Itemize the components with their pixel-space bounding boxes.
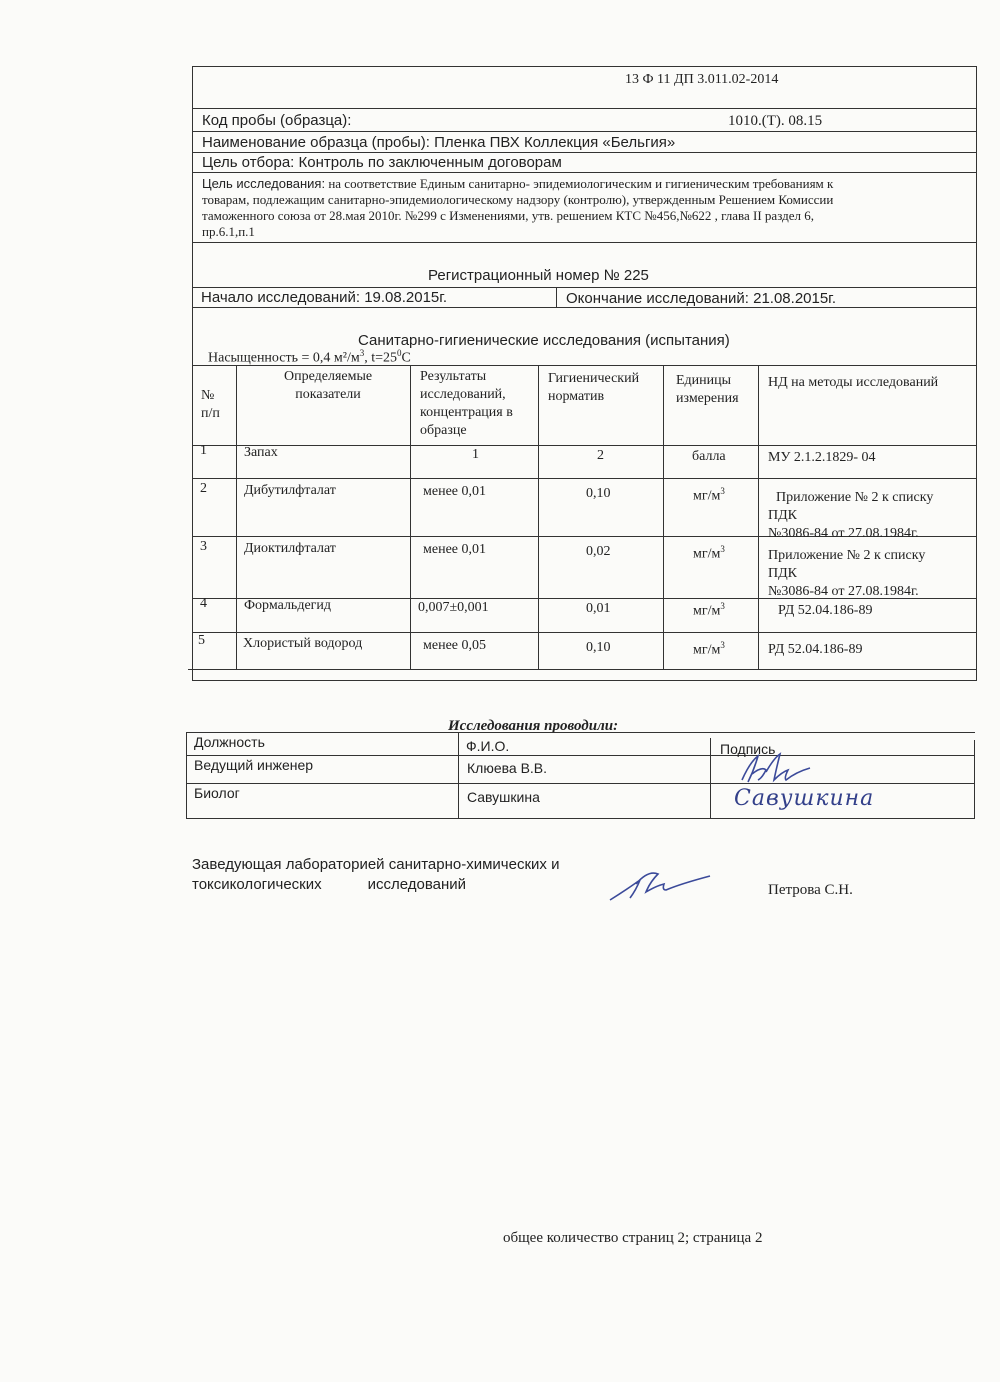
row-norm: 0,10 (586, 640, 611, 655)
start-date: Начало исследований: 19.08.2015г. (201, 289, 448, 306)
end-date: Окончание исследований: 21.08.2015г. (566, 290, 836, 307)
row-num: 4 (200, 596, 207, 611)
signature-2: Савушкина (734, 786, 875, 811)
head-signature (606, 868, 716, 904)
research-goal-line: пр.6.1,п.1 (202, 224, 255, 239)
row-result: менее 0,01 (423, 484, 486, 499)
head-title-line2: токсикологических исследований (192, 876, 467, 893)
row-num: 5 (198, 633, 205, 648)
researcher-position: Ведущий инженер (194, 757, 314, 773)
head-title-line1: Заведующая лабораторией санитарно-химических и (192, 856, 560, 873)
col-header-num: № п/п (201, 388, 220, 421)
row-nd: Приложение № 2 к списку ПДК №3086-84 от 27.08.1984г. (768, 490, 934, 541)
research-goal-line: товарам, подлежащим санитарно-эпидемиологическому надзору (контролю), утвержденным Решением Комиссии (202, 192, 834, 207)
row-unit: балла (692, 449, 726, 464)
row-unit: $мг/м^3$ (693, 486, 725, 504)
row-num: 2 (200, 481, 207, 496)
col-header-nd: НД на методы исследований (768, 375, 939, 390)
row-unit: $мг/м^3$ (693, 601, 725, 619)
researcher-name: Савушкина (467, 789, 540, 805)
research-goal-line: на соответствие Единым санитарно- эпидемиологическим и гигиеническим требованиям к (325, 176, 834, 191)
researcher-name: Клюева В.В. (467, 760, 548, 776)
row-norm: 2 (597, 448, 604, 463)
row-norm: 0,01 (586, 601, 611, 616)
row-norm: 0,02 (586, 544, 611, 559)
row-num: 1 (200, 443, 207, 458)
row-result: 0,007±0,001 (418, 600, 489, 615)
row-nd: РД 52.04.186-89 (768, 642, 863, 657)
row-unit: $мг/м^3$ (693, 544, 725, 562)
row-indicator: Дибутилфталат (244, 483, 336, 498)
col-header-indicator: Определяемые показатели (284, 369, 373, 402)
col-header-result: Результаты исследований, концентрация в образце (420, 369, 513, 438)
row-norm: 0,10 (586, 486, 611, 501)
row-num: 3 (200, 539, 207, 554)
signature-1 (736, 752, 816, 786)
doc-code: 13 Ф 11 ДП 3.011.02-2014 (625, 72, 779, 87)
researchers-header-position: Должность (194, 734, 265, 750)
head-name: Петрова С.Н. (768, 882, 853, 898)
row-indicator: Запах (244, 445, 278, 460)
researcher-position: Биолог (194, 785, 240, 801)
row-nd: Приложение № 2 к списку ПДК №3086-84 от 27.08.1984г. (768, 548, 926, 599)
row-unit: $мг/м^3$ (693, 640, 725, 658)
row-indicator: Формальдегид (244, 598, 332, 613)
research-goal (202, 176, 972, 240)
sample-code-value: 1010.(Т). 08.15 (728, 113, 823, 129)
researchers-title: Исследования проводили: (448, 718, 619, 734)
sample-name: Наименование образца (пробы): Пленка ПВХ Коллекция «Бельгия» (202, 134, 676, 151)
row-result: 1 (472, 447, 479, 462)
researchers-header-name: Ф.И.О. (466, 738, 510, 754)
row-nd: МУ 2.1.2.1829- 04 (768, 450, 876, 465)
registration-number: Регистрационный номер № 225 (428, 267, 649, 284)
col-header-units: Единицы измерения (676, 373, 739, 406)
selection-goal: Цель отбора: Контроль по заключенным договорам (202, 154, 562, 171)
research-goal-label: Цель исследования: (202, 176, 326, 191)
saturation: Насыщенность = 0,4 $м^2/м^3$, $t=25^0С$ (208, 348, 411, 366)
row-indicator: Хлористый водород (243, 636, 363, 651)
page-footer: общее количество страниц 2; страница 2 (503, 1230, 763, 1246)
sample-code-label: Код пробы (образца): (202, 112, 352, 129)
row-nd: РД 52.04.186-89 (778, 603, 873, 618)
col-header-norm: Гигиенический норматив (548, 371, 640, 404)
research-goal-line: таможенного союза от 28.мая 2010г. №299 с Изменениями, утв. решением КТС №456,№622 , глава II раздел 6, (202, 208, 814, 223)
row-result: менее 0,05 (423, 638, 486, 653)
section-title: Санитарно-гигиенические исследования (испытания) (358, 332, 730, 349)
row-indicator: Диоктилфталат (244, 541, 336, 556)
row-result: менее 0,01 (423, 542, 486, 557)
researchers-header-signature: Подпись (720, 741, 776, 757)
